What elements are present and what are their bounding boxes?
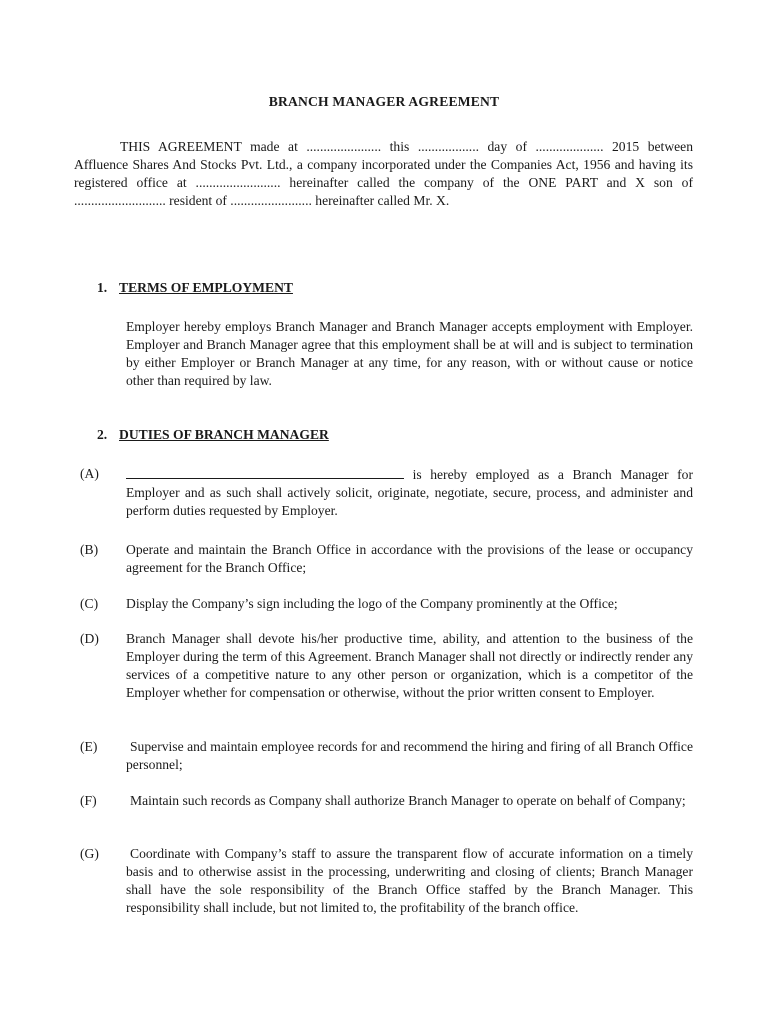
duty-item-b: Operate and maintain the Branch Office in accordance with the provisions of the lease or occupancy agreement for the Branch Office; (126, 542, 693, 575)
terms-paragraph: Employer hereby employs Branch Manager and Branch Manager accepts employment with Employer. Employer and Branch Manager agree that this employment shall be at will and is subject to termination by either Employer or Branch Manager at any time, for any reason, with or without cause or notice other than required by law. (126, 319, 693, 388)
duty-label: (B) (80, 542, 99, 557)
duty-item-a (126, 465, 693, 520)
section-title: DUTIES OF BRANCH MANAGER (119, 427, 329, 442)
section-heading-terms (97, 279, 293, 297)
section-title: TERMS OF EMPLOYMENT (119, 280, 293, 295)
intro-paragraph: THIS AGREEMENT made at ...................... this .................. day of .................... 2015 between Affluence Shares And Stocks Pvt. Ltd., a company incorporated under the Companies Act, 1956 and having its registered office at ......................... hereinafter called the company of the ONE PART and X son of ........................... resident of ........................ hereinafter called Mr. X. (74, 139, 693, 208)
duty-item-f: Maintain such records as Company shall authorize Branch Manager to operate on behalf of Company; (130, 793, 686, 808)
duty-label: (A) (80, 466, 99, 481)
document-title: BRANCH MANAGER AGREEMENT (268, 94, 500, 109)
duty-item-d: Branch Manager shall devote his/her productive time, ability, and attention to the business of the Employer during the term of this Agreement. Branch Manager shall not directly or indirectly render any services of a competitive nature to any other person or organization, which is a competitor of the Employer whether for compensation or otherwise, without the prior written consent to Employer. (126, 631, 693, 700)
duty-label: (E) (80, 739, 98, 754)
section-number: 1. (97, 280, 108, 295)
duty-label: (D) (80, 631, 99, 646)
duty-label: (F) (80, 793, 97, 808)
duty-label: (C) (80, 596, 99, 611)
duty-text: is hereby employed as a Branch Manager for Employer and as such shall actively solicit, originate, negotiate, secure, process, and administer and perform duties requested by Employer. (126, 467, 693, 518)
name-blank-line (126, 465, 404, 479)
section-heading-duties (97, 426, 329, 444)
duty-label: (G) (80, 846, 99, 861)
duty-item-c: Display the Company’s sign including the logo of the Company prominently at the Office; (126, 596, 618, 611)
duty-item-g: Coordinate with Company’s staff to assure the transparent flow of accurate information on a timely basis and to otherwise assist in the processing, underwriting and closing of clients; Branch Manager shall have the sole responsibility of the Branch Office staffed by the Branch Manager. This responsibility shall include, but not limited to, the profitability of the branch office. (126, 846, 693, 915)
duty-item-e: Supervise and maintain employee records for and recommend the hiring and firing of all Branch Office personnel; (126, 739, 693, 772)
section-number: 2. (97, 427, 108, 442)
